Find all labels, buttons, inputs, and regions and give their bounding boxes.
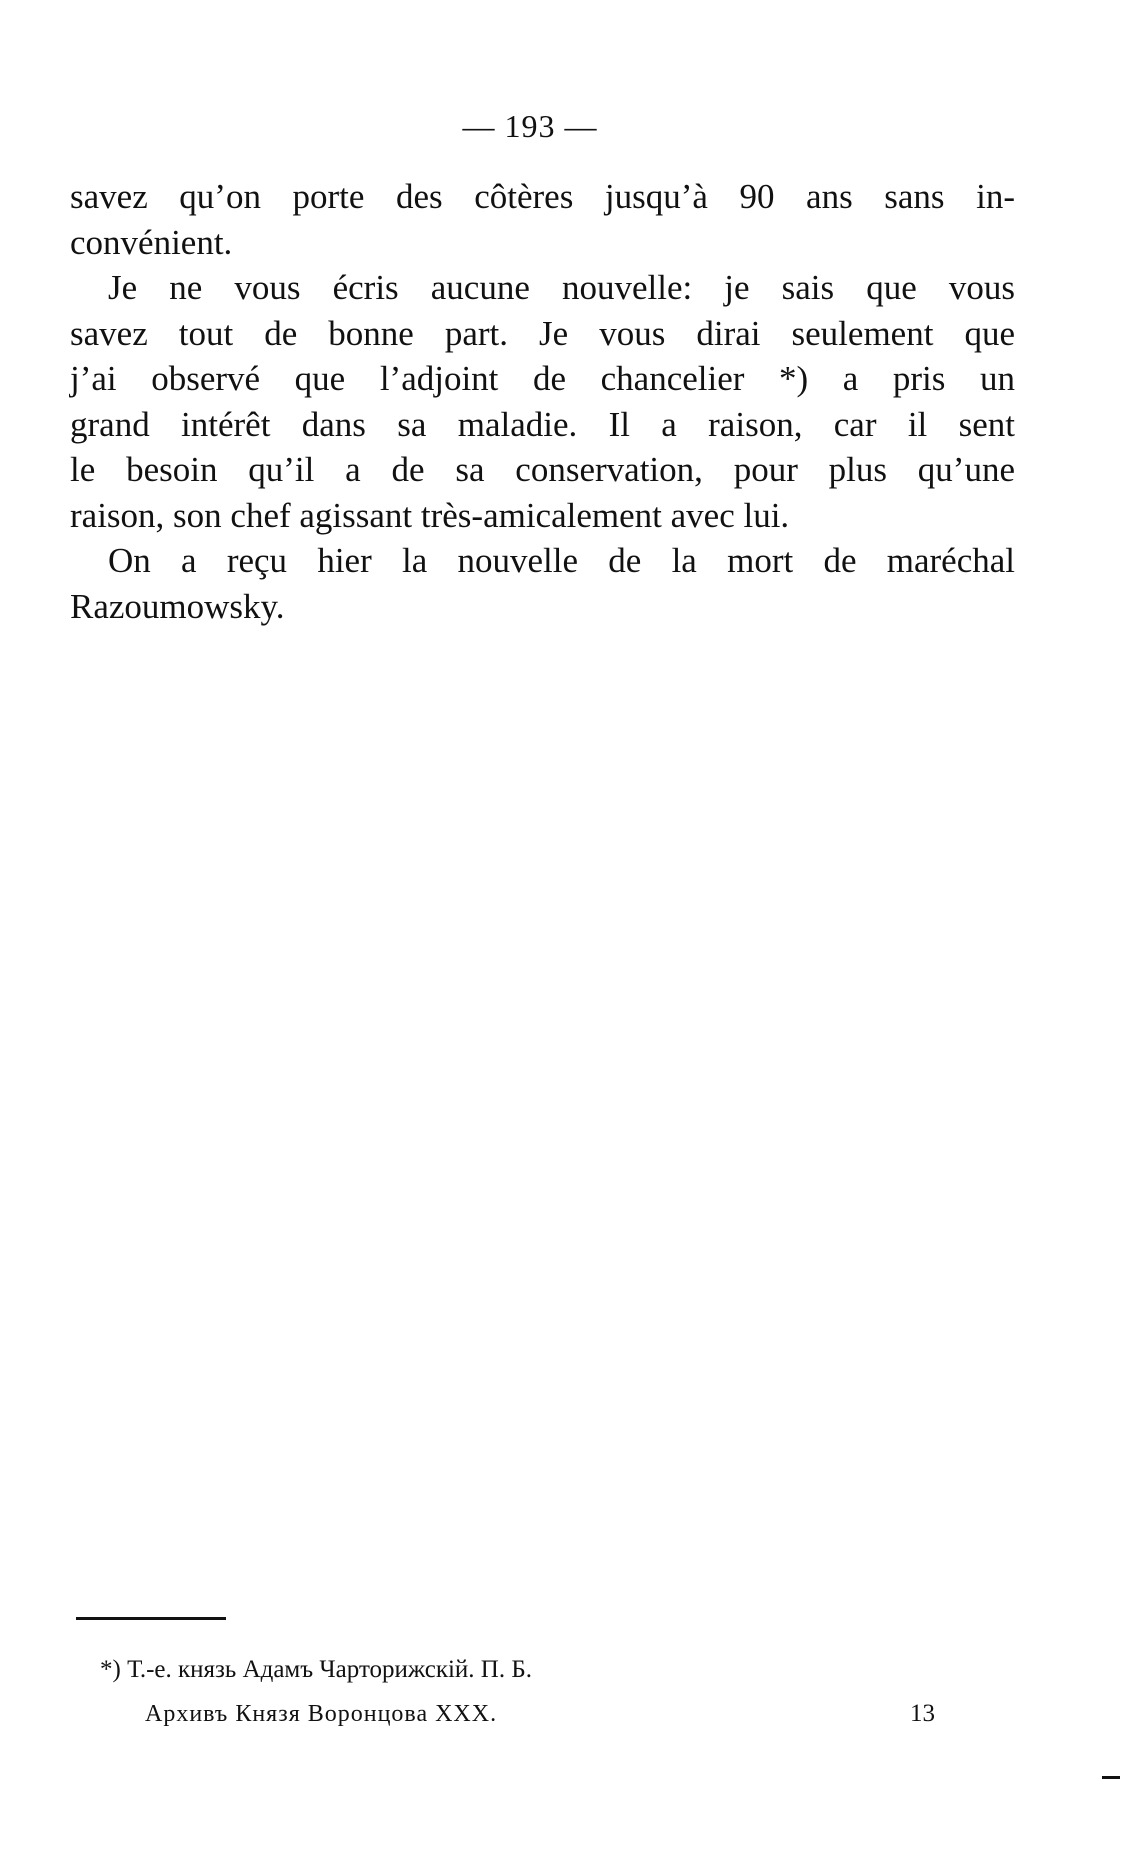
letter-body (70, 174, 1015, 629)
body-line-1: savez qu’on porte des côtères jusqu’à 90 ans sans in- (70, 177, 1015, 216)
body-line-9: On a reçu hier la nouvelle de la mort de maréchal (108, 541, 1015, 580)
body-line-4: savez tout de bonne part. Je vous dirai seulement que (70, 313, 1015, 353)
body-line-6: grand intérêt dans sa maladie. Il a raison, car il sent (70, 404, 1015, 444)
signature-mark: 13 (910, 1700, 935, 1727)
body-line-10: Razoumowsky. (70, 586, 285, 626)
body-line-5: j’ai observé que l’adjoint de chancelier *) a pris un (70, 359, 1015, 398)
printer-signature: Архивъ Князя Воронцова XXX. (145, 1701, 498, 1727)
body-line-2: convénient. (70, 222, 233, 262)
edge-dash-mark (1102, 1776, 1120, 1779)
footnote: *) Т.-е. князь Адамъ Чарторижскій. П. Б. (100, 1656, 532, 1683)
body-line-3: Je ne vous écris aucune nouvelle: je sais que vous (108, 268, 1015, 307)
page-number: — 193 — (462, 108, 598, 144)
body-line-7: le besoin qu’il a de sa conservation, pour plus qu’une (70, 450, 1015, 489)
body-line-8: raison, son chef agissant très-amicalement avec lui. (70, 495, 790, 535)
footnote-divider (76, 1617, 226, 1620)
